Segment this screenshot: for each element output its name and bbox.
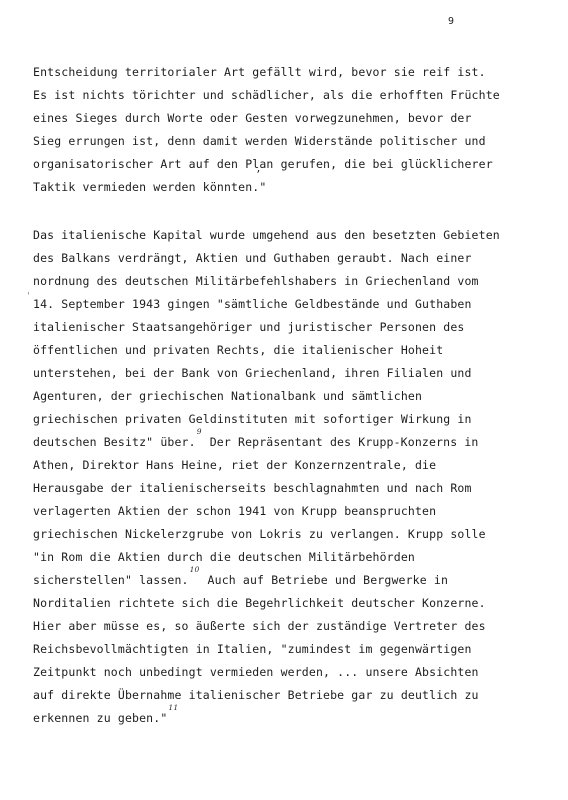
text-segment: Auch auf Betriebe und Bergwerke in xyxy=(200,573,449,587)
text-line: 14. September 1943 gingen "sämtliche Geldbestände und Guthaben xyxy=(33,297,472,311)
text-line: Entscheidung territorialer Art gefällt wird, bevor sie reif ist. xyxy=(33,65,486,79)
paragraph-2 xyxy=(33,224,553,730)
margin-tick-mark: ˌ xyxy=(26,286,32,296)
text-segment: Der Repräsentant des Krupp-Konzerns in xyxy=(202,435,479,449)
text-line: Das italienische Kapital wurde umgehend aus den besetzten Gebieten xyxy=(33,228,500,242)
text-line: Agenturen, der griechischen Nationalbank und sämtlichen xyxy=(33,389,423,403)
page-number: 9 xyxy=(448,16,455,27)
text-segment: erkennen zu geben." xyxy=(33,711,168,725)
text-line: Sieg errungen ist, denn damit werden Widerstände politischer und xyxy=(33,134,486,148)
footnote-marker-9: 9 xyxy=(196,427,202,437)
text-line: italienischer Staatsangehöriger und juristischer Personen des xyxy=(33,320,465,334)
text-segment: deutschen Besitz" über. xyxy=(33,435,196,449)
text-line: Herausgabe der italienischerseits beschlagnahmten und nach Rom xyxy=(33,481,472,495)
text-segment: sicherstellen" lassen. xyxy=(33,573,189,587)
text-line xyxy=(33,565,553,592)
footnote-marker-10: 10 xyxy=(189,565,200,575)
text-line: Taktik vermieden werden könnten." xyxy=(33,180,267,194)
text-line: Zeitpunkt noch unbedingt vermieden werden, ... unsere Absichten xyxy=(33,665,479,679)
text-line: griechischen privaten Geldinstituten mit sofortiger Wirkung in xyxy=(33,412,472,426)
text-line: nordnung des deutschen Militärbefehlshabers in Griechenland vom xyxy=(33,274,479,288)
text-line: Reichsbevollmächtigten in Italien, "zumindest im gegenwärtigen xyxy=(33,642,472,656)
text-line: des Balkans verdrängt, Aktien und Guthaben geraubt. Nach einer xyxy=(33,251,472,265)
text-line: eines Sieges durch Worte oder Gesten vorwegzunehmen, bevor der xyxy=(33,111,472,125)
text-line: griechischen Nickelerzgrube von Lokris zu verlangen. Krupp solle xyxy=(33,527,486,541)
text-line: "in Rom die Aktien durch die deutschen Militärbehörden xyxy=(33,550,415,564)
paragraph-1 xyxy=(33,61,553,199)
text-line: unterstehen, bei der Bank von Griechenland, ihren Filialen und xyxy=(33,366,472,380)
text-line: Athen, Direktor Hans Heine, riet der Konzernzentrale, die xyxy=(33,458,437,472)
text-line: Hier aber müsse es, so äußerte sich der zuständige Vertreter des xyxy=(33,619,486,633)
footnote-marker-11: 11 xyxy=(168,703,179,713)
text-line: Es ist nichts törichter und schädlicher, als die erhofften Früchte xyxy=(33,88,500,102)
text-line xyxy=(33,703,553,730)
text-line: organisatorischer Art auf den Plan gerufen, die bei glücklicherer xyxy=(33,157,493,171)
text-line: auf direkte Übernahme italienischer Betriebe gar zu deutlich zu xyxy=(33,688,479,702)
text-line: Norditalien richtete sich die Begehrlichkeit deutscher Konzerne. xyxy=(33,596,486,610)
text-line: verlagerten Aktien der schon 1941 von Krupp beanspruchten xyxy=(33,504,437,518)
text-line xyxy=(33,427,553,454)
text-line: öffentlichen und privaten Rechts, die italienischer Hoheit xyxy=(33,343,444,357)
handwritten-mark: ʼ xyxy=(256,168,260,182)
